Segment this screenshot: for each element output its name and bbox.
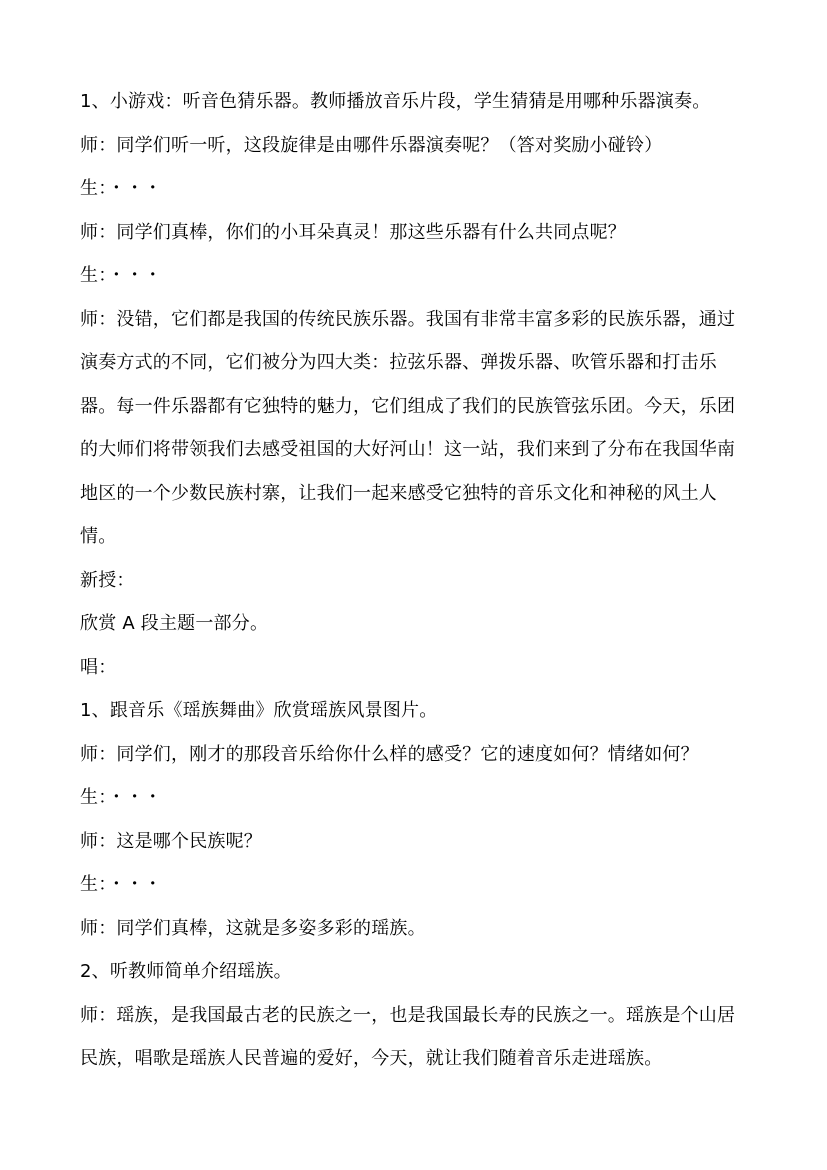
paragraph-teacher-feeling-question: 师：同学们，刚才的那段音乐给你什么样的感受？它的速度如何？情绪如何？ [80,743,699,765]
paragraph-intro-yao: 2、听教师简单介绍瑶族。 [80,961,292,982]
paragraph-teacher-praise-common: 师：同学们真棒，你们的小耳朵真灵！那这些乐器有什么共同点呢？ [80,221,626,243]
paragraph-teacher-which-ethnic: 师：这是哪个民族呢？ [80,830,262,852]
paragraph-teacher-yao-description: 师：瑶族，是我国最古老的民族之一，也是我国最长寿的民族之一。瑶族是个山居民族，唱歌是瑶族人民普遍的爱好，今天，就让我们随着音乐走进瑶族。 [80,1004,736,1069]
paragraph-teacher-yao-praise: 师：同学们真棒，这就是多姿多彩的瑶族。 [80,917,426,939]
paragraph-student-reply: 生：・・・ [80,787,162,808]
paragraph-teacher-folk-instruments: 师：没错，它们都是我国的传统民族乐器。我国有非常丰富多彩的民族乐器，通过演奏方式的不同，它们被分为四大类：拉弦乐器、弹拨乐器、吹管乐器和打击乐器。每一件乐器都有它独特的魅力，它们组成了我们的民族管弦乐团。今天，乐团的大师们将带领我们去感受祖国的大好河山！这一站，我们来到了分布在我国华南地区的一个少数民族村寨，让我们一起来感受它独特的音乐文化和神秘的风土人情。 [80,308,736,547]
paragraph-activity-guess-instrument: 1、小游戏：听音色猜乐器。教师播放音乐片段，学生猜猜是用哪种乐器演奏。 [80,91,711,112]
paragraph-sing-heading: 唱： [80,656,117,678]
paragraph-student-reply: 生：・・・ [80,874,162,895]
paragraph-appreciate-section-a: 欣赏 A 段主题一部分。 [80,613,269,634]
document-page [80,80,746,1081]
paragraph-new-lesson-heading: 新授： [80,569,135,591]
paragraph-student-reply: 生：・・・ [80,178,162,199]
paragraph-teacher-question-melody: 师：同学们听一听，这段旋律是由哪件乐器演奏呢？（答对奖励小碰铃） [80,134,663,156]
paragraph-yao-dance-music: 1、跟音乐《瑶族舞曲》欣赏瑶族风景图片。 [80,700,438,721]
paragraph-student-reply: 生：・・・ [80,265,162,286]
